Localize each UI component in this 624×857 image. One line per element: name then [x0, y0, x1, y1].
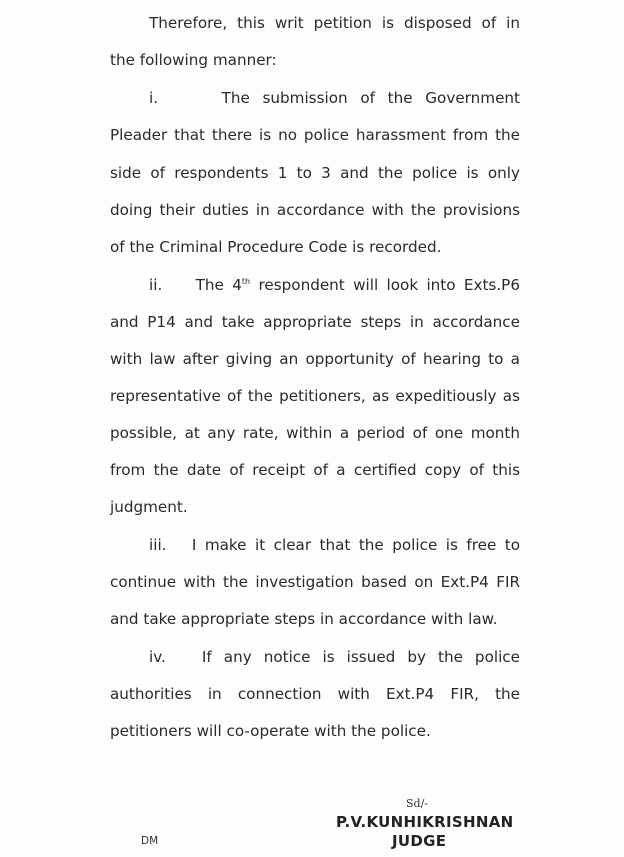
item-i-line-4: doing their duties in accordance with the provisions [110, 201, 520, 219]
item-marker: iii. [149, 536, 167, 554]
item-ii-line-6: from the date of receipt of a certified copy of this [110, 461, 520, 479]
item-marker: i. [149, 89, 159, 107]
intro-line-2: the following manner: [110, 51, 277, 69]
item-i-line-1: i. The submission of the Government [149, 89, 521, 107]
item-iv-line-2: authorities in connection with Ext.P4 FIR, the [110, 685, 520, 703]
intro-line-1: Therefore, this writ petition is disposed of in [149, 14, 520, 32]
item-iii-line-3: and take appropriate steps in accordance with law. [110, 610, 498, 628]
item-iv-line-1: iv. If any notice is issued by the police [149, 648, 520, 666]
judge-name: P.V.KUNHIKRISHNAN [336, 813, 514, 831]
item-ii-line-4: representative of the petitioners, as expeditiously as [110, 387, 520, 405]
item-ii-line-5: possible, at any rate, within a period of one month [110, 424, 520, 442]
item-ii-line-7: judgment. [110, 498, 188, 516]
item-marker: iv. [149, 648, 166, 666]
item-i-line-3: side of respondents 1 to 3 and the police is only [110, 164, 520, 182]
item-i-line-5: of the Criminal Procedure Code is recorded. [110, 238, 442, 256]
judge-designation: JUDGE [392, 832, 447, 850]
item-iv-line-3: petitioners will co-operate with the police. [110, 722, 431, 740]
item-ii-line-2: and P14 and take appropriate steps in accordance [110, 313, 520, 331]
item-marker: ii. [149, 276, 163, 294]
item-i-line-2: Pleader that there is no police harassment from the [110, 126, 520, 144]
item-iii-line-1: iii. I make it clear that the police is free to [149, 536, 521, 554]
item-iii-line-2: continue with the investigation based on Ext.P4 FIR [110, 573, 520, 591]
item-ii-line-3: with law after giving an opportunity of hearing to a [110, 350, 520, 368]
signature-mark: Sd/- [406, 797, 428, 810]
typist-initials: DM [141, 835, 159, 847]
item-ii-line-1: ii. The 4th respondent will look into Exts.P6 [149, 276, 520, 294]
